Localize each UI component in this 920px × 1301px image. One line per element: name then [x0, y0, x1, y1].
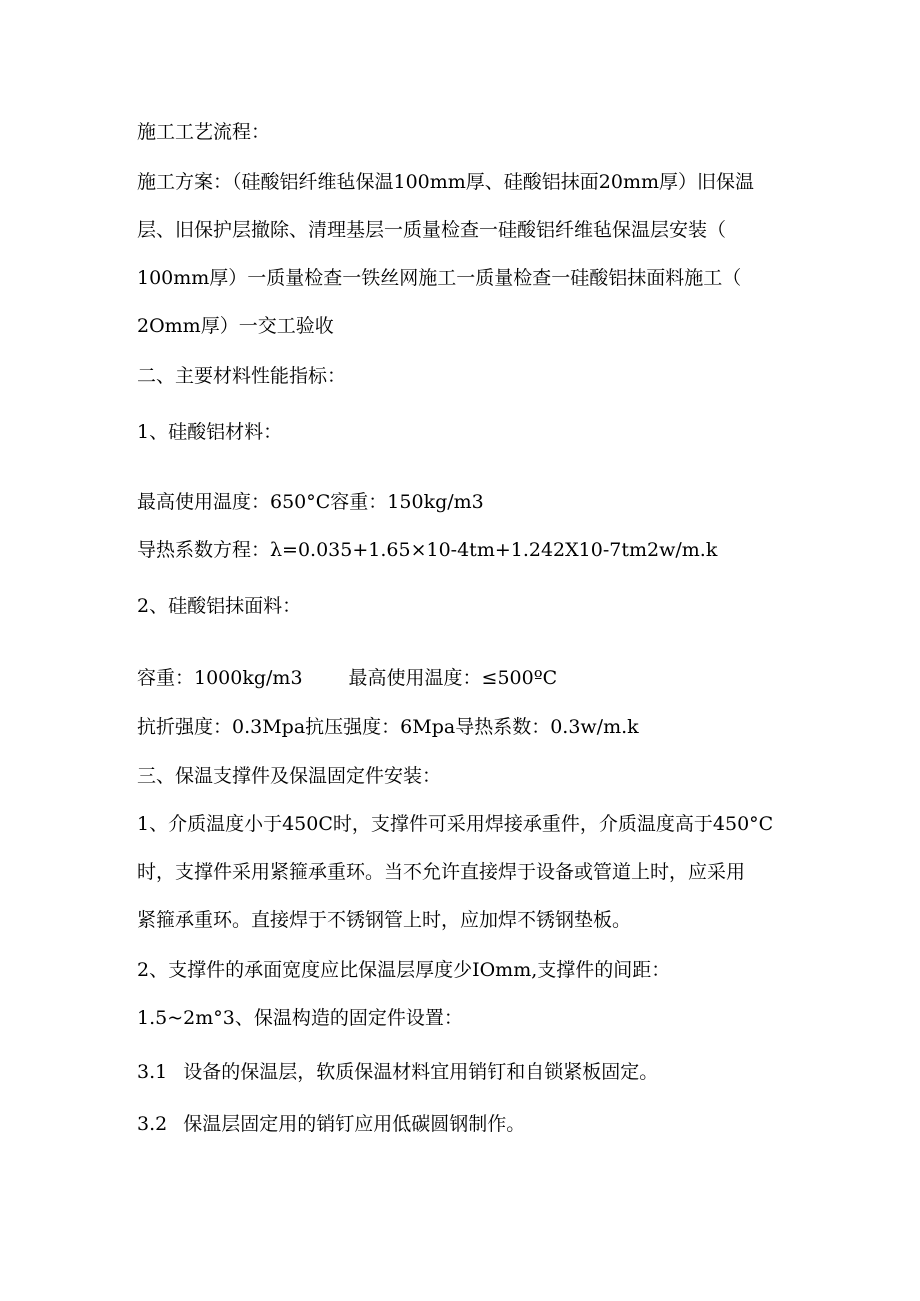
spacing-and-fixing-line: 1.5~2m°3、保温构造的固定件设置：	[137, 1007, 463, 1029]
list-item-3-1	[137, 1060, 658, 1084]
list-item-text: 保温层固定用的销钉应用低碳圆钢制作。	[183, 1113, 526, 1135]
list-item-text: 设备的保温层，软质保温材料宜用销钉和自锁紧板固定。	[183, 1061, 659, 1083]
list-item-number: 3.1	[137, 1061, 168, 1083]
construction-plan-line-3: 100mm厚）一质量检查一铁丝网施工一质量检查一硅酸铝抹面料施工（	[137, 267, 742, 289]
coating-density: 容重：1000kg∕m3	[137, 667, 303, 689]
support-width-line: 2、支撑件的承面宽度应比保温层厚度少IOmm,支撑件的间距：	[137, 959, 671, 981]
construction-plan-line-2: 层、旧保护层撤除、清理基层一质量检查一硅酸铝纤维毡保温层安装（	[137, 219, 727, 241]
list-item-3-2	[137, 1112, 525, 1136]
construction-plan-line-1: 施工方案：（硅酸铝纤维毡保温100mm厚、硅酸铝抹面20mm厚）旧保温	[137, 171, 755, 193]
construction-plan-line-4: 2Omm厚）一交工验收	[137, 315, 334, 337]
subsection-coating-material: 2、硅酸铝抹面料：	[137, 595, 302, 617]
process-heading: 施工工艺流程：	[137, 121, 271, 143]
max-temp-density-line: 最高使用温度：650°C容重：150kg∕m3	[137, 491, 484, 513]
support-paragraph-line-3: 紧箍承重环。直接焊于不锈钢管上时，应加焊不锈钢垫板。	[137, 909, 632, 931]
list-item-number: 3.2	[137, 1113, 168, 1135]
support-paragraph-line-2: 时，支撑件采用紧箍承重环。当不允许直接焊于设备或管道上时，应采用	[137, 861, 746, 883]
coating-strength-line: 抗折强度：0.3Mpa抗压强度：6Mpa导热系数：0.3w∕m.k	[137, 716, 639, 738]
support-paragraph-line-1: 1、介质温度小于450C时，支撑件可采用焊接承重件，介质温度高于450°C	[137, 813, 774, 835]
coating-max-temp: 最高使用温度：≤500ºC	[348, 667, 558, 689]
section-3-heading: 三、保温支撑件及保温固定件安装：	[137, 765, 442, 787]
section-2-heading: 二、主要材料性能指标：	[137, 365, 347, 387]
thermal-conductivity-formula: 导热系数方程：λ=0.035+1.65×10-4tm+1.242X10-7tm2w∕m.k	[137, 539, 718, 561]
subsection-aluminum-silicate: 1、硅酸铝材料：	[137, 421, 283, 443]
coating-properties-line	[137, 666, 557, 690]
